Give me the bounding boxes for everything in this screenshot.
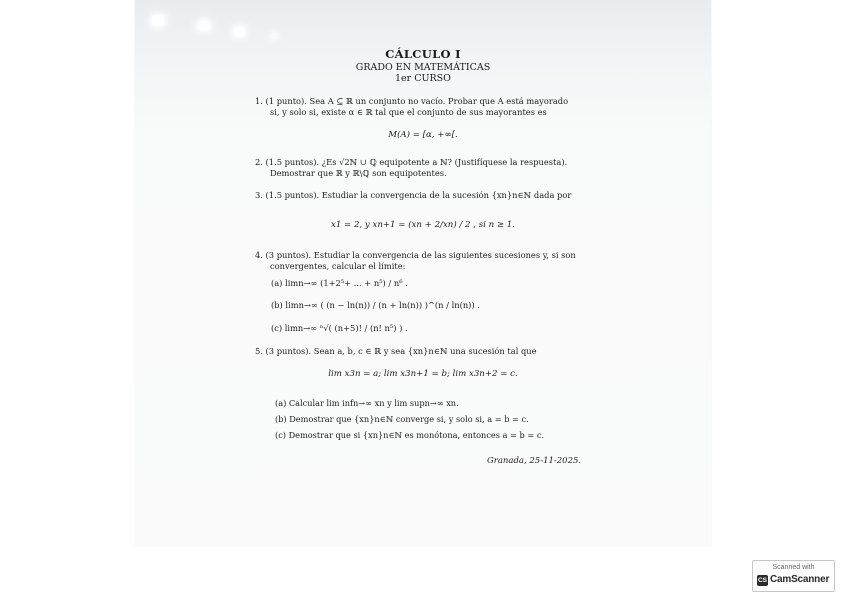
problem-5-line-1: 5. (3 puntos). Sean a, b, c ∈ ℝ y sea {xn}n∈ℕ una sucesión tal que bbox=[255, 346, 537, 356]
light-reflection bbox=[234, 27, 245, 36]
problem-2-line-1: 2. (1.5 puntos). ¿Es √2ℕ ∪ ℚ equipotente a ℕ? (Justifíquese la respuesta). bbox=[255, 157, 568, 167]
exam-course: 1er CURSO bbox=[395, 73, 451, 84]
exam-title: CÁLCULO I bbox=[385, 47, 461, 61]
problem-4 bbox=[255, 250, 595, 272]
problem-1 bbox=[255, 96, 595, 118]
problem-5-item-b: (b) Demostrar que {xn}n∈ℕ converge si, y solo si, a = b = c. bbox=[275, 414, 529, 424]
camscanner-logo-icon: CS bbox=[757, 577, 768, 584]
problem-3-line-1: 3. (1.5 puntos). Estudiar la convergencia de la sucesión {xn}n∈ℕ dada por bbox=[255, 190, 572, 200]
exam-degree: GRADO EN MATEMÁTICAS bbox=[355, 62, 491, 73]
problem-5-formula: lim x3n = a; lim x3n+1 = b; lim x3n+2 = c. bbox=[328, 369, 518, 379]
problem-2-line-2: Demostrar que ℝ y ℝ\ℚ son equipotentes. bbox=[270, 168, 447, 178]
light-reflection bbox=[271, 33, 277, 39]
camscanner-watermark bbox=[752, 560, 835, 592]
problem-4-item-a: (a) limn→∞ (1+2⁵+ ... + n⁵) / n⁶ . bbox=[271, 278, 408, 288]
problem-4-item-c: (c) limn→∞ ⁿ√( (n+5)! / (n! n⁵) ) . bbox=[271, 323, 408, 333]
light-reflection bbox=[198, 21, 210, 30]
problem-1-formula: M(A) = [α, +∞[. bbox=[388, 130, 458, 140]
problem-5-item-c: (c) Demostrar que si {xn}n∈ℕ es monótona, entonces a = b = c. bbox=[275, 430, 545, 440]
problem-3 bbox=[255, 190, 595, 201]
watermark-caption: Scanned with bbox=[772, 564, 815, 571]
problem-5-item-a: (a) Calcular lim infn→∞ xn y lim supn→∞ xn. bbox=[275, 398, 459, 408]
problem-3-formula: x1 = 2, y xn+1 = (xn + 2/xn) / 2 , si n ≥ 1. bbox=[330, 220, 515, 230]
problem-4-line-1: 4. (3 puntos). Estudiar la convergencia de las siguientes sucesiones y, si son bbox=[255, 250, 576, 260]
scanned-page bbox=[135, 0, 711, 546]
problem-1-line-2: si, y solo si, existe α ∈ ℝ tal que el conjunto de sus mayorantes es bbox=[270, 107, 547, 117]
watermark-brand: CamScanner bbox=[770, 574, 830, 585]
problem-1-line-1: 1. (1 punto). Sea A ⊆ ℝ un conjunto no vacío. Probar que A está mayorado bbox=[255, 96, 569, 106]
exam-date-footer: Granada, 25-11-2025. bbox=[487, 456, 582, 466]
problem-2 bbox=[255, 157, 595, 179]
problem-4-item-b: (b) limn→∞ ( (n − ln(n)) / (n + ln(n)) )^(n / ln(n)) . bbox=[271, 300, 480, 310]
light-reflection bbox=[152, 15, 164, 26]
problem-4-line-2: convergentes, calcular el límite: bbox=[270, 261, 406, 271]
problem-5 bbox=[255, 346, 595, 357]
